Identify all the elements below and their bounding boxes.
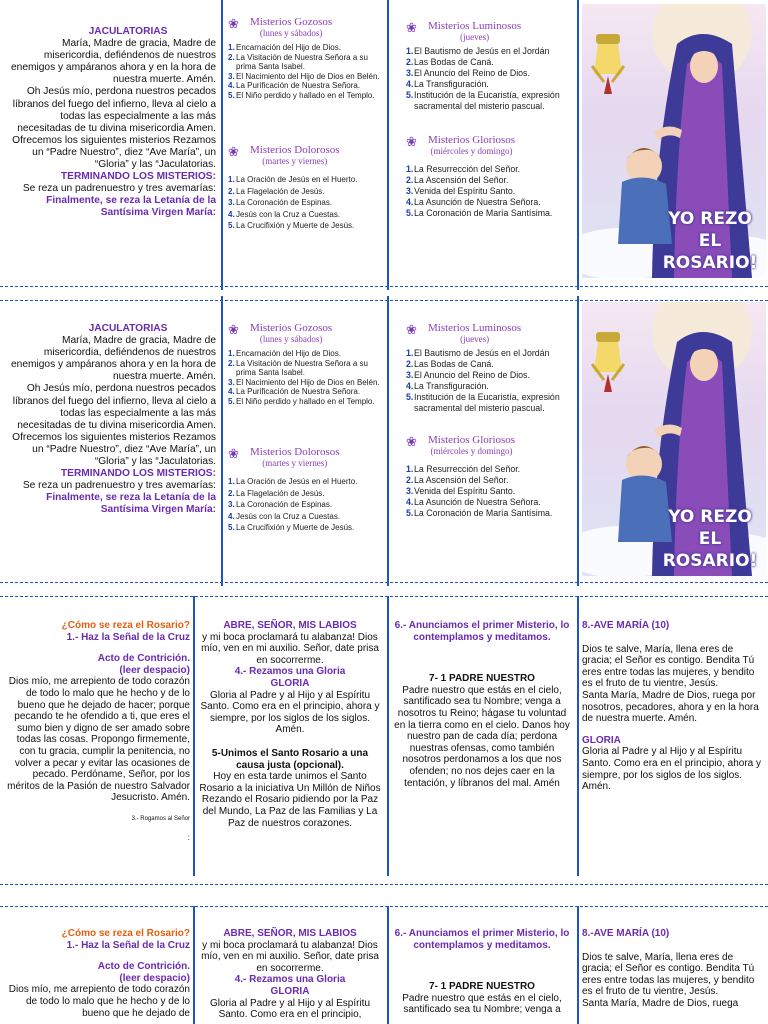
cut-line bbox=[0, 300, 768, 301]
step-1: 1.- Haz la Señal de la Cruz bbox=[66, 939, 190, 951]
list-item: 5. Institución de la Eucaristía, expresión sacramental del misterio pascual. bbox=[406, 90, 560, 111]
how-to-pray-title: ¿Cómo se reza el Rosario? bbox=[61, 620, 190, 631]
list-item: 1. La Oración de Jesús en el Huerto. bbox=[228, 175, 358, 184]
divider bbox=[577, 596, 579, 876]
mysteries-dolorosos bbox=[228, 446, 380, 534]
column-4 bbox=[582, 928, 764, 1010]
list-item: 4. La Asunción de Nuestra Señora. bbox=[406, 197, 541, 207]
gloria-title: GLORIA bbox=[582, 734, 621, 746]
flower-icon: ❀ bbox=[228, 16, 239, 31]
list-item: 1. La Resurrección del Señor. bbox=[406, 164, 521, 174]
mystery-days: (lunes y sábados) bbox=[259, 334, 323, 344]
column-1 bbox=[2, 928, 190, 1019]
open-lips-title: ABRE, SEÑOR, MIS LABIOS bbox=[223, 620, 357, 631]
terminando-text: Se reza un padrenuestro y tres avemarías: bbox=[22, 480, 216, 492]
step-7: 7- 1 PADRE NUESTRO bbox=[429, 981, 535, 993]
jaculatorias-title: JACULATORIAS bbox=[88, 26, 168, 37]
open-lips-text: y mi boca proclamará tu alabanza! Dios mío, ven en mi auxilio. Señor, date prisa en socorrerme. bbox=[201, 939, 379, 974]
list-item: 1. La Resurrección del Señor. bbox=[406, 464, 521, 474]
mysteries-luminosos bbox=[406, 20, 566, 112]
list-item: 3. El Anuncio del Reino de Dios. bbox=[406, 370, 530, 380]
mystery-days: (lunes y sábados) bbox=[259, 28, 323, 38]
hail-mary-text: Santa María, Madre de Dios, ruega bbox=[582, 997, 739, 1009]
list-item: 5. El Niño perdido y hallado en el Templo. bbox=[228, 90, 375, 100]
step-7: 7- 1 PADRE NUESTRO bbox=[429, 673, 535, 685]
list-item: 5. El Niño perdido y hallado en el Templo. bbox=[228, 396, 375, 406]
step-4: 4.- Rezamos una Gloria bbox=[234, 974, 346, 986]
list-item: 5. La Coronación de María Santísima. bbox=[406, 508, 553, 518]
list-item: 1. La Oración de Jesús en el Huerto. bbox=[228, 477, 358, 486]
step-6: 6.- Anunciamos el primer Misterio, lo contemplamos y meditamos. bbox=[394, 928, 570, 951]
list-item: 3. La Coronación de Espinas. bbox=[228, 198, 333, 207]
column-4 bbox=[582, 620, 764, 793]
divider bbox=[577, 296, 579, 586]
list-item: 4. La Transfiguración. bbox=[406, 381, 489, 391]
flower-icon: ❀ bbox=[406, 434, 417, 449]
step-3: 3.- Rogamos al Señor bbox=[131, 815, 190, 822]
mysteries-gozosos bbox=[228, 322, 380, 407]
mysteries-dolorosos bbox=[228, 144, 380, 232]
jaculatorias-text: Ofrecemos los siguientes misterios Rezamos un “Padre Nuestro”, diez “Ave María”, un “Gloria” y las “Jaculatorias. bbox=[12, 134, 216, 171]
divider bbox=[221, 0, 223, 290]
column-2 bbox=[198, 928, 382, 1021]
step-8: 8.-AVE MARÍA (10) bbox=[582, 620, 670, 631]
mystery-title: Misterios Luminosos bbox=[428, 20, 522, 32]
read-slowly: (leer despacio) bbox=[119, 972, 190, 984]
flower-icon: ❀ bbox=[228, 446, 239, 461]
list-item: 2. La Ascensión del Señor. bbox=[406, 175, 509, 185]
divider bbox=[387, 906, 389, 1024]
list-item: 4. Jesús con la Cruz a Cuestas. bbox=[228, 511, 341, 521]
list-item: 5. La Crucifixión y Muerte de Jesús. bbox=[228, 523, 355, 532]
divider bbox=[193, 906, 195, 1024]
divider bbox=[193, 596, 195, 876]
mystery-days: (martes y viernes) bbox=[262, 156, 328, 166]
gloria-title: GLORIA bbox=[270, 985, 310, 997]
list-item: 4. La Transfiguración. bbox=[406, 79, 489, 89]
open-lips-text: y mi boca proclamará tu alabanza! Dios mío, ven en mi auxilio. Señor, date prisa en socorrerme. bbox=[201, 631, 379, 666]
papal-emblem-icon bbox=[592, 332, 624, 392]
flower-icon: ❀ bbox=[406, 20, 417, 35]
flower-icon: ❀ bbox=[406, 322, 417, 337]
step-8: 8.-AVE MARÍA (10) bbox=[582, 928, 670, 939]
contrition-text: Dios mío, me arrepiento de todo corazón de todo lo malo que he hecho y de lo bueno que he dejado de bbox=[8, 984, 190, 1019]
mystery-title: Misterios Gloriosos bbox=[428, 134, 516, 146]
hail-mary-text: Dios te salve, María, llena eres de gracia; el Señor es contigo. Bendita Tú eres entre todas las mujeres, y bendito es el fruto de tu vientre, Jesús. bbox=[582, 951, 755, 998]
step-4: 4.- Rezamos una Gloria bbox=[234, 666, 346, 678]
terminando-text: Se reza un padrenuestro y tres avemarías: bbox=[22, 183, 216, 195]
jaculatorias-text: Oh Jesús mío, perdona nuestros pecados líbranos del fuego del infierno, lleva al cielo a todas las especialmente a las más necesitadas de tu divina misericordia Amen. bbox=[12, 383, 216, 431]
contrition-text: Dios mío, me arrepiento de todo corazón de todo lo malo que he hecho y de lo bueno que he dejado de hacer; porque pecando te he ofendido a ti, que eres el sumo bien y digno de ser amado sobre todas las cosas. Propongo firmemente, con tu gracia, cumplir la penitencia, no volver a pecar y evitar las ocasiones de pecado. Perdóname, Señor, por los méritos de la Pasión de nuestro Salvador Jesucristo. Amén. bbox=[7, 676, 190, 804]
mystery-title: Misterios Luminosos bbox=[428, 322, 522, 334]
mysteries-luminosos bbox=[406, 322, 566, 414]
our-father-text: Padre nuestro que estás en el cielo, santificado sea tu Nombre; venga a nosotros tu Reino; hágase tu voluntad en la tierra como en el cielo. Danos hoy nuestro pan de cada día; perdona nuestras ofensas, como también nosotros perdonamos a los que nos ofenden; no nos dejes caer en la tentación, y líbranos del mal. Amén bbox=[394, 684, 570, 789]
list-item: 5. La Coronación de María Santísima. bbox=[406, 208, 553, 218]
column-2 bbox=[198, 620, 382, 829]
papal-emblem-icon bbox=[592, 34, 624, 94]
list-item: 3. El Nacimiento del Hijo de Dios en Belén. bbox=[228, 377, 380, 387]
cut-line bbox=[0, 596, 768, 597]
list-item: 3. El Nacimiento del Hijo de Dios en Belén. bbox=[228, 71, 380, 81]
list-item: 2. Las Bodas de Caná. bbox=[406, 359, 494, 369]
cut-line bbox=[0, 884, 768, 885]
flower-icon: ❀ bbox=[228, 322, 239, 337]
how-to-pray-title: ¿Cómo se reza el Rosario? bbox=[61, 928, 190, 939]
step-5: 5-Unimos el Santo Rosario a una causa justa (opcional). bbox=[211, 747, 369, 771]
list-item: 4. La Purificación de Nuestra Señora. bbox=[228, 81, 361, 91]
mysteries-gloriosos bbox=[406, 134, 566, 219]
poster-title: YO REZO bbox=[668, 507, 752, 527]
list-item: 1. Encarnación del Hijo de Dios. bbox=[228, 43, 341, 52]
mystery-days: (jueves) bbox=[460, 334, 490, 344]
step-1: 1.- Haz la Señal de la Cruz bbox=[66, 631, 190, 643]
mystery-title: Misterios Dolorosos bbox=[250, 144, 340, 156]
act-of-contrition-title: Acto de Contrición. bbox=[97, 653, 190, 665]
flower-icon: ❀ bbox=[228, 144, 239, 159]
terminando-title: TERMINANDO LOS MISTERIOS: bbox=[60, 468, 216, 480]
list-item: 4. La Asunción de Nuestra Señora. bbox=[406, 497, 541, 507]
list-item: 5. Institución de la Eucaristía, expresión sacramental del misterio pascual. bbox=[406, 392, 560, 413]
gloria-text: Gloria al Padre y al Hijo y al Espíritu Santo. Como era en el principio, ahora y siempre, por los siglos de los siglos. Amén. bbox=[200, 689, 380, 736]
list-item: 1. El Bautismo de Jesús en el Jordán bbox=[406, 46, 550, 56]
jaculatorias-text: Ofrecemos los siguientes misterios Rezamos un “Padre Nuestro”, diez “Ave María”, un “Gloria” y las “Jaculatorias. bbox=[12, 431, 216, 468]
mystery-title: Misterios Gozosos bbox=[250, 16, 333, 28]
read-slowly: (leer despacio) bbox=[119, 664, 190, 676]
jaculatorias-title: JACULATORIAS bbox=[88, 323, 168, 334]
mysteries-gloriosos bbox=[406, 434, 566, 519]
poster-title: YO REZO bbox=[668, 209, 752, 229]
mystery-days: (martes y viernes) bbox=[262, 458, 328, 468]
mystery-title: Misterios Dolorosos bbox=[250, 446, 340, 458]
list-item: 2. La Flagelación de Jesús. bbox=[228, 488, 325, 498]
divider bbox=[221, 296, 223, 586]
colon: : bbox=[187, 832, 190, 842]
rosary-poster bbox=[582, 4, 766, 278]
mystery-days: (jueves) bbox=[460, 32, 490, 42]
hail-mary-text: Santa María, Madre de Dios, ruega por nosotros, pecadores, ahora y en la hora de nuestra muerte. Amén. bbox=[582, 689, 759, 725]
poster-title: EL ROSARIO! bbox=[662, 529, 758, 571]
divider bbox=[387, 0, 389, 290]
column-3 bbox=[392, 928, 572, 1016]
mystery-title: Misterios Gloriosos bbox=[428, 434, 516, 446]
gloria-text: Gloria al Padre y al Hijo y al Espíritu Santo. Como era en el principio, bbox=[209, 997, 371, 1021]
cut-line bbox=[0, 286, 768, 287]
flower-icon: ❀ bbox=[406, 134, 417, 149]
rosary-poster bbox=[582, 302, 766, 576]
list-item: 2. La Visitación de Nuestra Señora a su prima Santa Isabel. bbox=[228, 52, 368, 72]
divider bbox=[387, 596, 389, 876]
mysteries-gozosos bbox=[228, 16, 380, 101]
list-item: 2. La Ascensión del Señor. bbox=[406, 475, 509, 485]
final-text: Finalmente, se reza la Letanía de la Santísima Virgen María: bbox=[46, 492, 216, 516]
list-item: 4. Jesús con la Cruz a Cuestas. bbox=[228, 209, 341, 219]
step-6: 6.- Anunciamos el primer Misterio, lo contemplamos y meditamos. bbox=[394, 620, 570, 643]
list-item: 1. Encarnación del Hijo de Dios. bbox=[228, 349, 341, 358]
divider bbox=[577, 906, 579, 1024]
jaculatorias-panel bbox=[8, 26, 216, 220]
final-text: Finalmente, se reza la Letanía de la Santísima Virgen María: bbox=[46, 195, 216, 219]
mystery-days: (miércoles y domingo) bbox=[430, 146, 513, 156]
act-of-contrition-title: Acto de Contrición. bbox=[97, 961, 190, 973]
gloria-title: GLORIA bbox=[270, 677, 310, 689]
list-item: 2. Las Bodas de Caná. bbox=[406, 57, 494, 67]
poster-title: EL ROSARIO! bbox=[662, 231, 758, 273]
list-item: 3. El Anuncio del Reino de Dios. bbox=[406, 68, 530, 78]
jaculatorias-panel bbox=[8, 323, 216, 517]
cut-line bbox=[0, 582, 768, 583]
cut-line bbox=[0, 906, 768, 907]
mystery-title: Misterios Gozosos bbox=[250, 322, 333, 334]
gloria-text: Gloria al Padre y al Hijo y al Espíritu Santo. Como era en el principio, ahora y siempre, por los siglos de los siglos. Amén. bbox=[582, 746, 761, 793]
jaculatorias-text: Oh Jesús mío, perdona nuestros pecados líbranos del fuego del infierno, lleva al cielo a todas las especialmente a las más necesitadas de tu divina misericordia Amen. bbox=[12, 86, 216, 134]
open-lips-title: ABRE, SEÑOR, MIS LABIOS bbox=[223, 928, 357, 939]
hail-mary-text: Dios te salve, María, llena eres de gracia; el Señor es contigo. Bendita Tú eres entre todas las mujeres, y bendito es el fruto de tu vientre, Jesús. bbox=[582, 643, 755, 690]
divider bbox=[577, 0, 579, 290]
list-item: 3. La Coronación de Espinas. bbox=[228, 500, 333, 509]
column-3 bbox=[392, 620, 572, 789]
mystery-days: (miércoles y domingo) bbox=[430, 446, 513, 456]
divider bbox=[387, 296, 389, 586]
list-item: 2. La Flagelación de Jesús. bbox=[228, 186, 325, 196]
intention-text: Hoy en esta tarde unimos el Santo Rosario a la iniciativa Un Millón de Niños Rezando el Rosario pidiendo por la Paz del Mundo, La Paz de las Familias y La Paz de nuestros corazones. bbox=[199, 771, 381, 829]
column-1 bbox=[2, 620, 190, 843]
jaculatorias-text: María, Madre de gracia, Madre de misericordia, defiéndenos de nuestros enemigos y ampáranos ahora y en la hora de nuestra muerte. Amén. bbox=[10, 335, 216, 383]
our-father-text: Padre nuestro que estás en el cielo, santificado sea tu Nombre; venga a bbox=[402, 992, 562, 1016]
list-item: 4. La Purificación de Nuestra Señora. bbox=[228, 387, 361, 397]
list-item: 5. La Crucifixión y Muerte de Jesús. bbox=[228, 221, 355, 230]
list-item: 3. Venida del Espíritu Santo. bbox=[406, 186, 516, 196]
terminando-title: TERMINANDO LOS MISTERIOS: bbox=[60, 171, 216, 183]
jaculatorias-text: María, Madre de gracia, Madre de misericordia, defiéndenos de nuestros enemigos y ampáranos ahora y en la hora de nuestra muerte. Amén. bbox=[10, 38, 216, 86]
list-item: 2. La Visitación de Nuestra Señora a su prima Santa Isabel. bbox=[228, 358, 368, 378]
list-item: 3. Venida del Espíritu Santo. bbox=[406, 486, 516, 496]
list-item: 1. El Bautismo de Jesús en el Jordán bbox=[406, 348, 550, 358]
